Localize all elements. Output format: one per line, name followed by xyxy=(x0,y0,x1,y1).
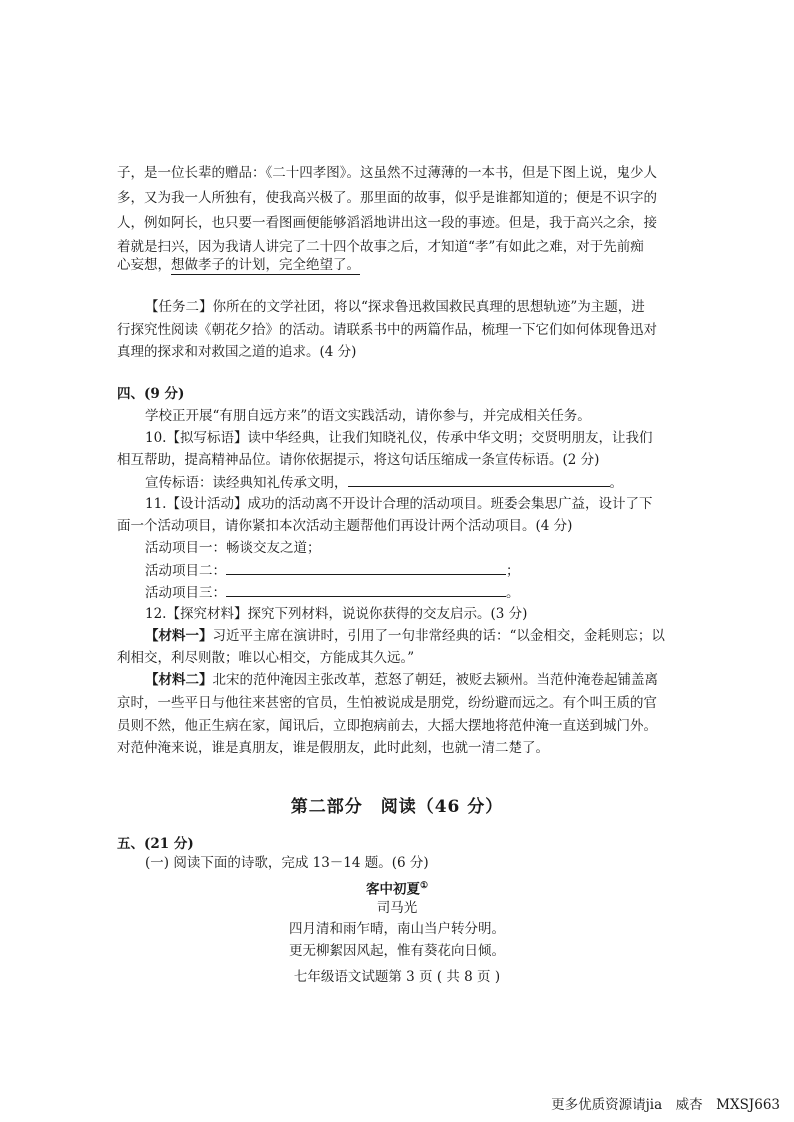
poem-line-1: 四月清和雨乍晴，南山当户转分明。 xyxy=(289,921,505,937)
q10-line-1: 10.【拟写标语】读中华经典，让我们知晓礼仪，传承中华文明；交贤明朋友，让我们 xyxy=(145,430,653,446)
task2-line-1: 【任务二】你所在的文学社团，将以“探求鲁迅救国救民真理的思想轨迹”为主题，进 xyxy=(145,299,645,315)
section4-heading: 四、(9 分) xyxy=(117,386,185,402)
activity-3-label: 活动项目三： xyxy=(145,585,226,601)
watermark-text: 更多优质资源请jia 威杏 MXSJ663 xyxy=(551,1097,780,1113)
material2-line-2: 京时，一些平日与他往来甚密的官员，生怕被说成是朋党，纷纷避而远之。有个叫王质的官 xyxy=(117,695,657,711)
material2-line-3: 员则不然，他正生病在家，闻讯后，立即抱病前去，大摇大摆地将范仲淹一直送到城门外。 xyxy=(117,718,657,734)
section4-intro: 学校正开展“有朋自远方来”的语文实践活动，请你参与，并完成相关任务。 xyxy=(145,408,591,424)
activity-3-answer-blank[interactable] xyxy=(226,582,506,597)
q11-line-1: 11.【设计活动】成功的活动离不开设计合理的活动项目。班委会集思广益，设计了下 xyxy=(145,496,653,512)
section5-subheading: (一) 阅读下面的诗歌，完成 13－14 题。(6 分) xyxy=(145,855,429,871)
activity-2-row xyxy=(145,560,520,581)
activity-3-row xyxy=(145,582,520,603)
activity-2-label: 活动项目二： xyxy=(145,563,226,579)
activity-2-answer-blank[interactable] xyxy=(226,560,506,575)
passage-last-prefix: 心妄想， xyxy=(117,257,171,273)
material2-label: 【材料二】 xyxy=(145,672,213,688)
material2-line-1 xyxy=(145,670,658,690)
task2-line-3: 真理的探求和对救国之道的追求。(4 分) xyxy=(117,344,357,360)
slogan-row xyxy=(145,472,623,493)
passage-line-4: 着就是扫兴，因为我请人讲完了二十四个故事之后，才知道“孝”有如此之难，对于先前痴 xyxy=(117,239,644,255)
poem-title-row xyxy=(0,876,794,900)
q12-prompt: 12.【探究材料】探究下列材料，说说你获得的交友启示。(3 分) xyxy=(145,606,528,622)
material2-text-1: 北宋的范仲淹因主张改革，惹怒了朝廷，被贬去颍州。当范仲淹卷起铺盖离 xyxy=(212,672,658,688)
slogan-prefix: 宣传标语：读经典知礼传承文明， xyxy=(145,475,348,491)
poem-footnote-mark: ① xyxy=(419,881,429,891)
activity-3-end: 。 xyxy=(506,585,520,601)
material1-line-2: 利相交，利尽则散；唯以心相交，方能成其久远。” xyxy=(117,650,415,666)
q10-line-2: 相互帮助，提高精神品位。请你依据提示，将这句话压缩成一条宣传标语。(2 分) xyxy=(117,452,600,468)
passage-line-1: 子，是一位长辈的赠品：《二十四孝图》。这虽然不过薄薄的一本书，但是下图上说，鬼少人 xyxy=(117,165,657,181)
section5-heading: 五、(21 分) xyxy=(117,836,194,852)
slogan-answer-blank[interactable] xyxy=(348,472,610,487)
task2-line-2: 行探究性阅读《朝花夕拾》的活动。请联系书中的两篇作品，梳理一下它们如何体现鲁迅对 xyxy=(117,322,657,338)
poem-author: 司马光 xyxy=(376,900,418,916)
passage-line-3: 人，例如阿长，也只要一看图画便能够滔滔地讲出这一段的事迹。但是，我于高兴之余，接 xyxy=(117,215,657,231)
passage-line-5 xyxy=(117,255,360,275)
poem-title: 客中初夏 xyxy=(365,881,420,898)
part2-title: 第二部分 阅读（46 分） xyxy=(290,797,504,817)
slogan-end: 。 xyxy=(609,475,623,491)
passage-underlined-phrase: 想做孝子的计划，完全绝望了。 xyxy=(171,257,360,273)
material1-label: 【材料一】 xyxy=(145,628,213,644)
poem-line-2: 更无柳絮因风起，惟有葵花向日倾。 xyxy=(289,943,505,959)
material1-line-1 xyxy=(145,626,665,646)
page-footer: 七年级语文试题第 3 页 ( 共 8 页 ) xyxy=(293,969,501,985)
activity-1: 活动项目一：畅谈交友之道； xyxy=(145,540,321,556)
q11-line-2: 面一个活动项目，请你紧扣本次活动主题帮他们再设计两个活动项目。(4 分) xyxy=(117,518,573,534)
material2-line-4: 对范仲淹来说，谁是真朋友，谁是假朋友，此时此刻，也就一清二楚了。 xyxy=(117,740,549,756)
activity-2-end: ； xyxy=(506,563,520,579)
passage-line-2: 多，又为我一人所独有，使我高兴极了。那里面的故事，似乎是谁都知道的；便是不识字的 xyxy=(117,190,657,206)
material1-text-1: 习近平主席在演讲时，引用了一句非常经典的话：“以金相交，金耗则忘；以 xyxy=(212,628,665,644)
